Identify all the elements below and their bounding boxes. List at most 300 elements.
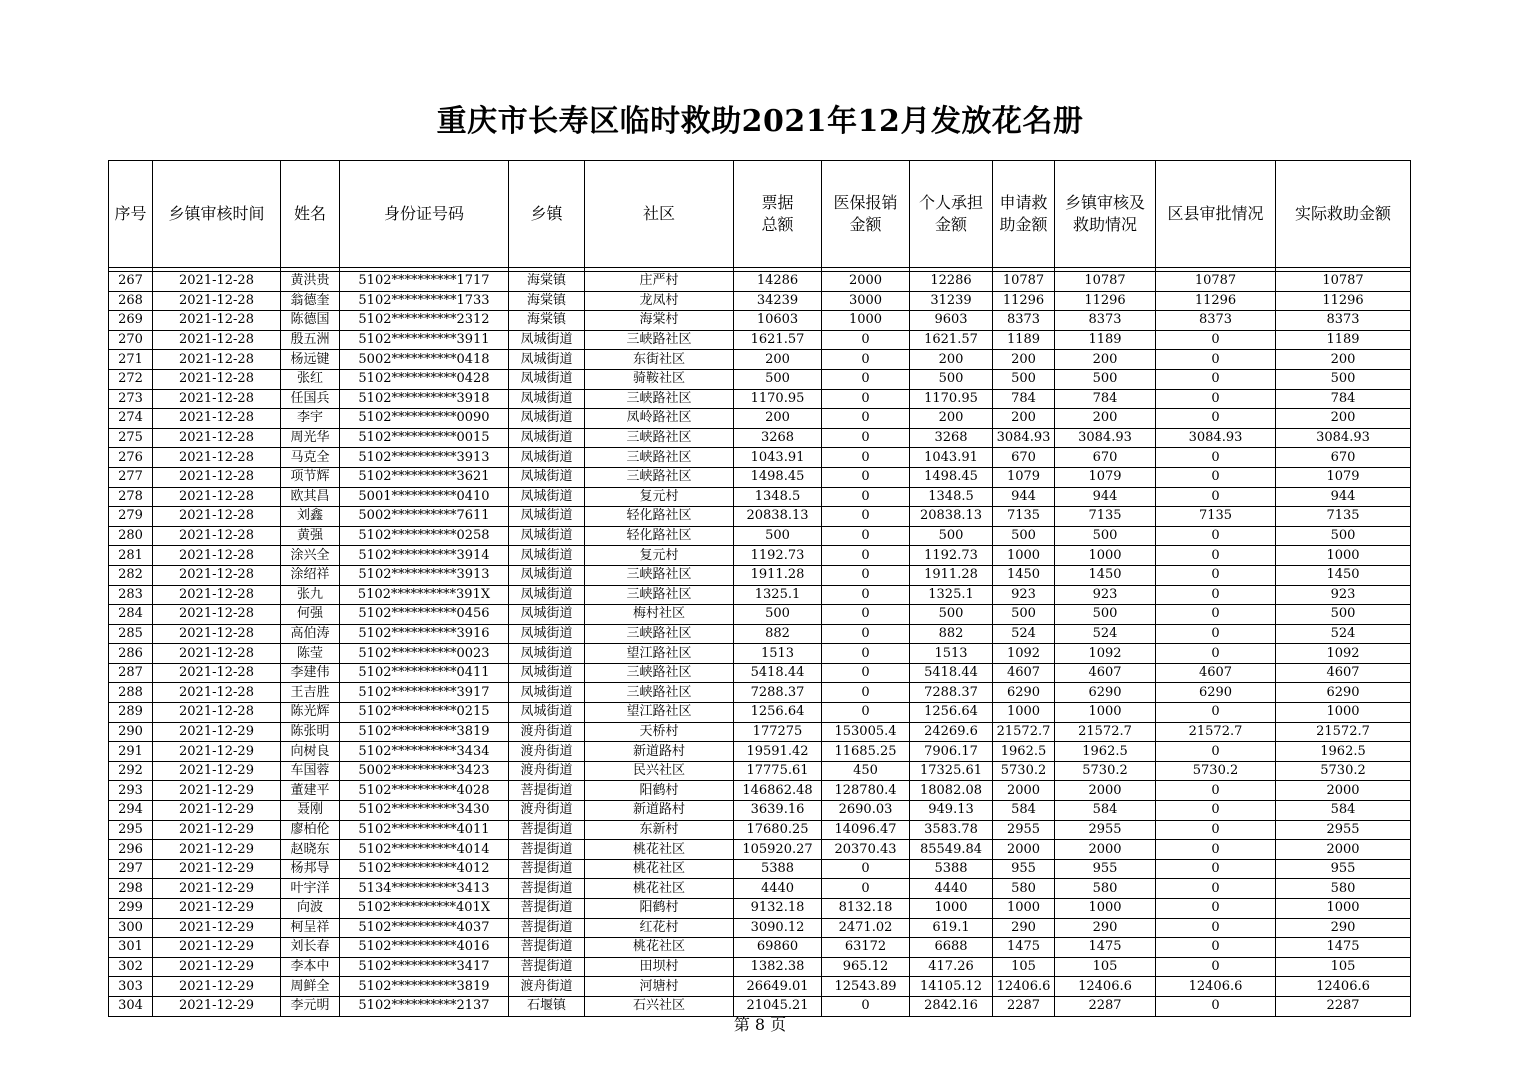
cell-col-bill-total: 5418.44 [734,663,822,683]
cell-col-township-review: 2955 [1055,820,1156,840]
cell-col-requested-aid: 1450 [993,565,1055,585]
cell-col-township: 凤城街道 [509,565,585,585]
cell-col-township: 凤城街道 [509,605,585,625]
cell-col-actual-aid: 200 [1276,350,1411,370]
cell-col-personal-burden: 1621.57 [910,330,993,350]
cell-col-township-review: 584 [1055,801,1156,821]
cell-col-district-approval: 0 [1156,448,1276,468]
cell-col-insurance-reimbursed: 0 [822,487,910,507]
cell-col-index: 284 [109,605,153,625]
cell-col-township: 石堰镇 [509,996,585,1016]
cell-col-review-date: 2021-12-29 [153,820,281,840]
cell-col-bill-total: 105920.27 [734,840,822,860]
cell-col-bill-total: 34239 [734,291,822,311]
cell-col-index: 275 [109,428,153,448]
cell-col-index: 286 [109,644,153,664]
cell-col-bill-total: 1621.57 [734,330,822,350]
cell-col-name: 刘长春 [281,938,340,958]
cell-col-index: 293 [109,781,153,801]
cell-col-requested-aid: 8373 [993,311,1055,331]
cell-col-personal-burden: 4440 [910,879,993,899]
cell-col-district-approval: 0 [1156,742,1276,762]
cell-col-township: 渡舟街道 [509,801,585,821]
table-row [109,585,1411,605]
cell-col-id-number: 5102**********3819 [340,977,509,997]
cell-col-insurance-reimbursed: 0 [822,330,910,350]
cell-col-requested-aid: 2000 [993,840,1055,860]
header-col-insurance-reimbursed: 医保报销 金额 [822,161,910,268]
cell-col-name: 李建伟 [281,663,340,683]
cell-col-actual-aid: 1000 [1276,546,1411,566]
cell-col-review-date: 2021-12-28 [153,683,281,703]
cell-col-personal-burden: 7288.37 [910,683,993,703]
cell-col-insurance-reimbursed: 3000 [822,291,910,311]
cell-col-personal-burden: 417.26 [910,957,993,977]
table-row [109,899,1411,919]
table-row [109,703,1411,723]
cell-col-actual-aid: 1475 [1276,938,1411,958]
cell-col-id-number: 5102**********3911 [340,330,509,350]
cell-col-index: 282 [109,565,153,585]
table-row [109,311,1411,331]
cell-col-requested-aid: 1000 [993,899,1055,919]
cell-col-actual-aid: 2955 [1276,820,1411,840]
cell-col-name: 任国兵 [281,389,340,409]
cell-col-actual-aid: 1962.5 [1276,742,1411,762]
cell-col-actual-aid: 580 [1276,879,1411,899]
cell-col-insurance-reimbursed: 0 [822,428,910,448]
cell-col-community: 石兴社区 [585,996,734,1016]
cell-col-index: 268 [109,291,153,311]
cell-col-requested-aid: 2955 [993,820,1055,840]
cell-col-review-date: 2021-12-29 [153,879,281,899]
cell-col-insurance-reimbursed: 0 [822,409,910,429]
table-row [109,722,1411,742]
page-number: 第 8 页 [733,1015,787,1034]
cell-col-insurance-reimbursed: 0 [822,859,910,879]
cell-col-actual-aid: 500 [1276,605,1411,625]
table-row [109,938,1411,958]
cell-col-township-review: 944 [1055,487,1156,507]
cell-col-township-review: 500 [1055,526,1156,546]
cell-col-id-number: 5102**********3417 [340,957,509,977]
cell-col-id-number: 5102**********2312 [340,311,509,331]
cell-col-actual-aid: 200 [1276,409,1411,429]
cell-col-name: 车国蓉 [281,761,340,781]
cell-col-township: 凤城街道 [509,330,585,350]
cell-col-name: 陈光辉 [281,703,340,723]
cell-col-index: 297 [109,859,153,879]
cell-col-requested-aid: 290 [993,918,1055,938]
table-row [109,369,1411,389]
page-title: 重庆市长寿区临时救助2021年12月发放花名册 [436,104,1084,139]
cell-col-personal-burden: 9603 [910,311,993,331]
cell-col-id-number: 5102**********1733 [340,291,509,311]
cell-col-township-review: 670 [1055,448,1156,468]
cell-col-bill-total: 5388 [734,859,822,879]
cell-col-review-date: 2021-12-28 [153,565,281,585]
cell-col-name: 马克全 [281,448,340,468]
cell-col-bill-total: 1192.73 [734,546,822,566]
cell-col-review-date: 2021-12-29 [153,996,281,1016]
cell-col-bill-total: 1325.1 [734,585,822,605]
cell-col-id-number: 5102**********4037 [340,918,509,938]
cell-col-township-review: 2000 [1055,840,1156,860]
cell-col-personal-burden: 1000 [910,899,993,919]
cell-col-district-approval: 0 [1156,957,1276,977]
cell-col-name: 殷五洲 [281,330,340,350]
cell-col-bill-total: 1043.91 [734,448,822,468]
cell-col-review-date: 2021-12-29 [153,722,281,742]
cell-col-bill-total: 1498.45 [734,467,822,487]
cell-col-township-review: 4607 [1055,663,1156,683]
cell-col-township-review: 11296 [1055,291,1156,311]
cell-col-township: 凤城街道 [509,546,585,566]
cell-col-personal-burden: 200 [910,409,993,429]
cell-col-district-approval: 0 [1156,330,1276,350]
cell-col-community: 骑鞍社区 [585,369,734,389]
cell-col-index: 290 [109,722,153,742]
cell-col-requested-aid: 6290 [993,683,1055,703]
cell-col-community: 桃花社区 [585,840,734,860]
cell-col-township-review: 7135 [1055,507,1156,527]
cell-col-township-review: 2287 [1055,996,1156,1016]
cell-col-insurance-reimbursed: 2690.03 [822,801,910,821]
cell-col-actual-aid: 4607 [1276,663,1411,683]
cell-col-township: 菩提街道 [509,899,585,919]
cell-col-id-number: 5102**********0215 [340,703,509,723]
cell-col-insurance-reimbursed: 0 [822,369,910,389]
cell-col-district-approval: 0 [1156,585,1276,605]
cell-col-personal-burden: 1348.5 [910,487,993,507]
cell-col-township: 凤城街道 [509,467,585,487]
cell-col-insurance-reimbursed: 1000 [822,311,910,331]
cell-col-insurance-reimbursed: 128780.4 [822,781,910,801]
cell-col-review-date: 2021-12-29 [153,918,281,938]
cell-col-id-number: 5102**********3913 [340,565,509,585]
cell-col-personal-burden: 200 [910,350,993,370]
header-col-community: 社区 [585,161,734,268]
cell-col-township: 凤城街道 [509,428,585,448]
cell-col-requested-aid: 1092 [993,644,1055,664]
table-row [109,605,1411,625]
cell-col-review-date: 2021-12-28 [153,605,281,625]
cell-col-community: 田坝村 [585,957,734,977]
cell-col-id-number: 5102**********0023 [340,644,509,664]
cell-col-index: 294 [109,801,153,821]
cell-col-district-approval: 0 [1156,781,1276,801]
cell-col-id-number: 5102**********401X [340,899,509,919]
cell-col-id-number: 5002**********3423 [340,761,509,781]
cell-col-id-number: 5102**********3819 [340,722,509,742]
cell-col-district-approval: 0 [1156,546,1276,566]
table-row [109,272,1411,292]
table-row [109,761,1411,781]
cell-col-actual-aid: 105 [1276,957,1411,977]
cell-col-township-review: 784 [1055,389,1156,409]
cell-col-id-number: 5002**********7611 [340,507,509,527]
cell-col-community: 望江路社区 [585,703,734,723]
table-row [109,330,1411,350]
cell-col-personal-burden: 85549.84 [910,840,993,860]
cell-col-township-review: 5730.2 [1055,761,1156,781]
cell-col-id-number: 5134**********3413 [340,879,509,899]
cell-col-review-date: 2021-12-28 [153,703,281,723]
cell-col-bill-total: 21045.21 [734,996,822,1016]
cell-col-insurance-reimbursed: 63172 [822,938,910,958]
cell-col-community: 东新村 [585,820,734,840]
cell-col-township-review: 105 [1055,957,1156,977]
cell-col-township-review: 1000 [1055,703,1156,723]
header-col-bill-total: 票据 总额 [734,161,822,268]
cell-col-district-approval: 4607 [1156,663,1276,683]
cell-col-community: 民兴社区 [585,761,734,781]
cell-col-district-approval: 3084.93 [1156,428,1276,448]
cell-col-requested-aid: 580 [993,879,1055,899]
cell-col-actual-aid: 8373 [1276,311,1411,331]
cell-col-requested-aid: 105 [993,957,1055,977]
cell-col-insurance-reimbursed: 14096.47 [822,820,910,840]
cell-col-community: 三峡路社区 [585,467,734,487]
cell-col-community: 桃花社区 [585,879,734,899]
cell-col-name: 陈张明 [281,722,340,742]
cell-col-district-approval: 0 [1156,938,1276,958]
cell-col-index: 291 [109,742,153,762]
cell-col-community: 三峡路社区 [585,330,734,350]
cell-col-township: 菩提街道 [509,840,585,860]
cell-col-actual-aid: 1092 [1276,644,1411,664]
cell-col-personal-burden: 619.1 [910,918,993,938]
cell-col-district-approval: 0 [1156,918,1276,938]
table-row [109,350,1411,370]
cell-col-bill-total: 20838.13 [734,507,822,527]
cell-col-township-review: 10787 [1055,272,1156,292]
cell-col-id-number: 5001**********0410 [340,487,509,507]
cell-col-actual-aid: 11296 [1276,291,1411,311]
cell-col-id-number: 5102**********3917 [340,683,509,703]
cell-col-id-number: 5102**********4016 [340,938,509,958]
cell-col-community: 新道路村 [585,742,734,762]
header-col-review-date: 乡镇审核时间 [153,161,281,268]
cell-col-community: 三峡路社区 [585,389,734,409]
cell-col-community: 庄严村 [585,272,734,292]
cell-col-requested-aid: 2287 [993,996,1055,1016]
cell-col-township-review: 200 [1055,350,1156,370]
cell-col-requested-aid: 923 [993,585,1055,605]
table-row [109,781,1411,801]
cell-col-district-approval: 12406.6 [1156,977,1276,997]
cell-col-district-approval: 0 [1156,820,1276,840]
cell-col-township: 菩提街道 [509,820,585,840]
cell-col-review-date: 2021-12-28 [153,624,281,644]
cell-col-district-approval: 10787 [1156,272,1276,292]
cell-col-bill-total: 500 [734,526,822,546]
cell-col-name: 刘鑫 [281,507,340,527]
cell-col-township: 凤城街道 [509,409,585,429]
cell-col-actual-aid: 1189 [1276,330,1411,350]
table-row [109,879,1411,899]
cell-col-personal-burden: 6688 [910,938,993,958]
cell-col-personal-burden: 1498.45 [910,467,993,487]
cell-col-personal-burden: 3583.78 [910,820,993,840]
cell-col-index: 270 [109,330,153,350]
cell-col-personal-burden: 1325.1 [910,585,993,605]
cell-col-index: 295 [109,820,153,840]
cell-col-personal-burden: 14105.12 [910,977,993,997]
cell-col-insurance-reimbursed: 0 [822,507,910,527]
cell-col-district-approval: 0 [1156,409,1276,429]
cell-col-index: 289 [109,703,153,723]
cell-col-insurance-reimbursed: 450 [822,761,910,781]
cell-col-name: 张九 [281,585,340,605]
table-row [109,448,1411,468]
cell-col-id-number: 5102**********3621 [340,467,509,487]
cell-col-district-approval: 0 [1156,996,1276,1016]
cell-col-bill-total: 200 [734,350,822,370]
cell-col-bill-total: 10603 [734,311,822,331]
cell-col-id-number: 5102**********0015 [340,428,509,448]
cell-col-review-date: 2021-12-28 [153,644,281,664]
cell-col-name: 周光华 [281,428,340,448]
cell-col-bill-total: 1513 [734,644,822,664]
cell-col-insurance-reimbursed: 0 [822,467,910,487]
cell-col-name: 何强 [281,605,340,625]
cell-col-review-date: 2021-12-29 [153,781,281,801]
cell-col-index: 271 [109,350,153,370]
table-body [109,268,1411,1017]
cell-col-requested-aid: 500 [993,526,1055,546]
table-row [109,565,1411,585]
cell-col-id-number: 5102**********4011 [340,820,509,840]
relief-roster-table [108,160,1411,1017]
cell-col-actual-aid: 1000 [1276,703,1411,723]
cell-col-personal-burden: 24269.6 [910,722,993,742]
cell-col-actual-aid: 2287 [1276,996,1411,1016]
cell-col-township: 海棠镇 [509,291,585,311]
cell-col-index: 281 [109,546,153,566]
cell-col-township-review: 3084.93 [1055,428,1156,448]
table-row [109,801,1411,821]
cell-col-township: 凤城街道 [509,369,585,389]
cell-col-community: 三峡路社区 [585,428,734,448]
cell-col-township-review: 1189 [1055,330,1156,350]
cell-col-name: 聂刚 [281,801,340,821]
cell-col-township: 菩提街道 [509,781,585,801]
cell-col-review-date: 2021-12-28 [153,291,281,311]
cell-col-community: 三峡路社区 [585,683,734,703]
header-col-index: 序号 [109,161,153,268]
header-col-township: 乡镇 [509,161,585,268]
cell-col-district-approval: 6290 [1156,683,1276,703]
cell-col-insurance-reimbursed: 0 [822,448,910,468]
cell-col-review-date: 2021-12-28 [153,311,281,331]
cell-col-insurance-reimbursed: 0 [822,546,910,566]
cell-col-township-review: 500 [1055,369,1156,389]
cell-col-actual-aid: 670 [1276,448,1411,468]
cell-col-review-date: 2021-12-28 [153,369,281,389]
cell-col-requested-aid: 670 [993,448,1055,468]
cell-col-bill-total: 19591.42 [734,742,822,762]
cell-col-insurance-reimbursed: 0 [822,703,910,723]
header-col-personal-burden: 个人承担 金额 [910,161,993,268]
cell-col-bill-total: 17775.61 [734,761,822,781]
cell-col-id-number: 5102**********3913 [340,448,509,468]
cell-col-community: 阳鹤村 [585,781,734,801]
table-row [109,663,1411,683]
cell-col-township-review: 1475 [1055,938,1156,958]
cell-col-id-number: 5102**********0456 [340,605,509,625]
cell-col-index: 303 [109,977,153,997]
cell-col-district-approval: 0 [1156,840,1276,860]
cell-col-review-date: 2021-12-29 [153,742,281,762]
cell-col-name: 翁德奎 [281,291,340,311]
cell-col-bill-total: 4440 [734,879,822,899]
cell-col-personal-burden: 3268 [910,428,993,448]
cell-col-name: 廖柏伦 [281,820,340,840]
table-row [109,546,1411,566]
table-row [109,957,1411,977]
cell-col-requested-aid: 1079 [993,467,1055,487]
cell-col-review-date: 2021-12-28 [153,272,281,292]
cell-col-insurance-reimbursed: 0 [822,644,910,664]
cell-col-actual-aid: 12406.6 [1276,977,1411,997]
cell-col-district-approval: 11296 [1156,291,1276,311]
cell-col-name: 高伯涛 [281,624,340,644]
cell-col-index: 267 [109,272,153,292]
cell-col-district-approval: 0 [1156,801,1276,821]
cell-col-requested-aid: 1000 [993,546,1055,566]
cell-col-township: 渡舟街道 [509,722,585,742]
cell-col-review-date: 2021-12-28 [153,663,281,683]
cell-col-community: 三峡路社区 [585,565,734,585]
table-row [109,644,1411,664]
cell-col-community: 望江路社区 [585,644,734,664]
cell-col-township-review: 923 [1055,585,1156,605]
cell-col-requested-aid: 5730.2 [993,761,1055,781]
cell-col-index: 274 [109,409,153,429]
cell-col-personal-burden: 2842.16 [910,996,993,1016]
cell-col-personal-burden: 500 [910,526,993,546]
cell-col-township-review: 1092 [1055,644,1156,664]
cell-col-index: 273 [109,389,153,409]
cell-col-community: 桃花社区 [585,859,734,879]
cell-col-index: 288 [109,683,153,703]
cell-col-township-review: 2000 [1055,781,1156,801]
cell-col-id-number: 5102**********3914 [340,546,509,566]
cell-col-township-review: 1079 [1055,467,1156,487]
cell-col-district-approval: 21572.7 [1156,722,1276,742]
cell-col-name: 柯呈祥 [281,918,340,938]
cell-col-actual-aid: 290 [1276,918,1411,938]
table-row [109,487,1411,507]
cell-col-insurance-reimbursed: 0 [822,624,910,644]
cell-col-requested-aid: 11296 [993,291,1055,311]
cell-col-township-review: 21572.7 [1055,722,1156,742]
cell-col-review-date: 2021-12-28 [153,428,281,448]
cell-col-index: 300 [109,918,153,938]
cell-col-name: 涂兴全 [281,546,340,566]
cell-col-insurance-reimbursed: 11685.25 [822,742,910,762]
cell-col-bill-total: 1256.64 [734,703,822,723]
cell-col-district-approval: 0 [1156,526,1276,546]
cell-col-requested-aid: 1475 [993,938,1055,958]
cell-col-township: 菩提街道 [509,859,585,879]
header-col-name: 姓名 [281,161,340,268]
cell-col-bill-total: 1382.38 [734,957,822,977]
cell-col-requested-aid: 4607 [993,663,1055,683]
cell-col-community: 桃花社区 [585,938,734,958]
cell-col-name: 叶宇洋 [281,879,340,899]
